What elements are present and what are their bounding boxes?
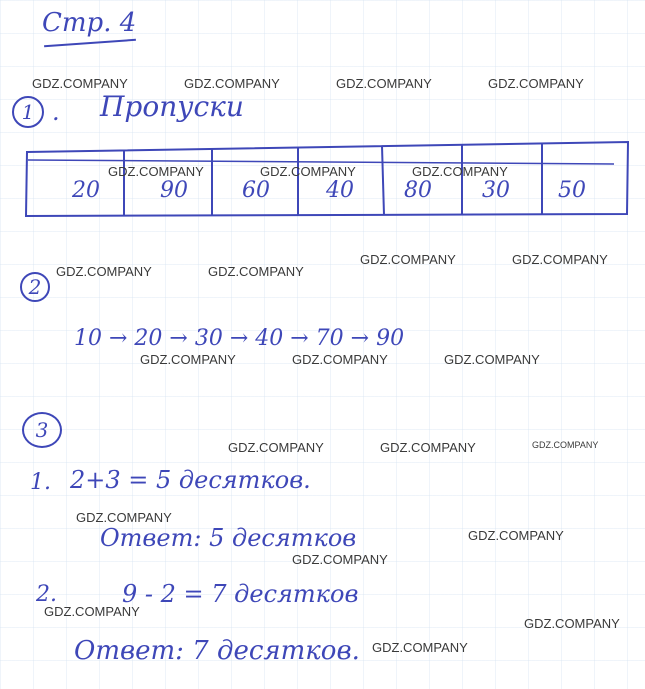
watermark: GDZ.COMPANY xyxy=(444,352,540,367)
page-label: Стр. 4 xyxy=(42,8,137,38)
table-cell: 90 xyxy=(160,178,188,203)
watermark: GDZ.COMPANY xyxy=(108,164,204,179)
watermark: GDZ.COMPANY xyxy=(292,352,388,367)
watermark: GDZ.COMPANY xyxy=(228,440,324,455)
task2-number: 2 xyxy=(28,275,42,299)
task3-answer2: Ответ: 7 десятков. xyxy=(74,636,360,666)
page-label-underline xyxy=(44,39,136,47)
task1-number-circle xyxy=(12,96,44,128)
table-cell: 80 xyxy=(404,178,432,203)
watermark: GDZ.COMPANY xyxy=(184,76,280,91)
watermark: GDZ.COMPANY xyxy=(488,76,584,91)
watermark: GDZ.COMPANY xyxy=(32,76,128,91)
watermark: GDZ.COMPANY xyxy=(336,76,432,91)
watermark: GDZ.COMPANY xyxy=(512,252,608,267)
task3-line2-equation: 9 - 2 = 7 десятков xyxy=(122,580,359,608)
task2-sequence: 10 → 20 → 30 → 40 → 70 → 90 xyxy=(74,326,405,351)
task3-number: 3 xyxy=(35,418,49,442)
table-cell: 30 xyxy=(482,178,510,203)
watermark: GDZ.COMPANY xyxy=(412,164,508,179)
watermark: GDZ.COMPANY xyxy=(260,164,356,179)
table-cell: 50 xyxy=(558,178,586,203)
watermark: GDZ.COMPANY xyxy=(372,640,468,655)
watermark: GDZ.COMPANY xyxy=(292,552,388,567)
task3-line2-number: 2. xyxy=(36,582,57,607)
number-table xyxy=(24,140,630,218)
watermark: GDZ.COMPANY xyxy=(56,264,152,279)
task3-line1-number: 1. xyxy=(30,470,51,495)
table-cell: 60 xyxy=(242,178,270,203)
watermark: GDZ.COMPANY xyxy=(380,440,476,455)
task3-answer1: Ответ: 5 десятков xyxy=(100,524,357,552)
table-cell: 20 xyxy=(72,178,100,203)
watermark: GDZ.COMPANY xyxy=(524,616,620,631)
watermark: GDZ.COMPANY xyxy=(468,528,564,543)
task2-number-circle xyxy=(20,272,50,302)
task1-dot: . xyxy=(52,98,60,126)
watermark: GDZ.COMPANY xyxy=(208,264,304,279)
task1-title: Пропуски xyxy=(100,90,244,123)
watermark: GDZ.COMPANY xyxy=(44,604,140,619)
watermark: GDZ.COMPANY xyxy=(360,252,456,267)
task3-number-circle xyxy=(22,412,62,448)
watermark: GDZ.COMPANY xyxy=(140,352,236,367)
watermark: GDZ.COMPANY xyxy=(76,510,172,525)
task3-line1-equation: 2+3 = 5 десятков. xyxy=(70,466,311,494)
watermark: GDZ.COMPANY xyxy=(532,440,599,450)
task1-number: 1 xyxy=(21,100,35,124)
table-cell: 40 xyxy=(326,178,354,203)
